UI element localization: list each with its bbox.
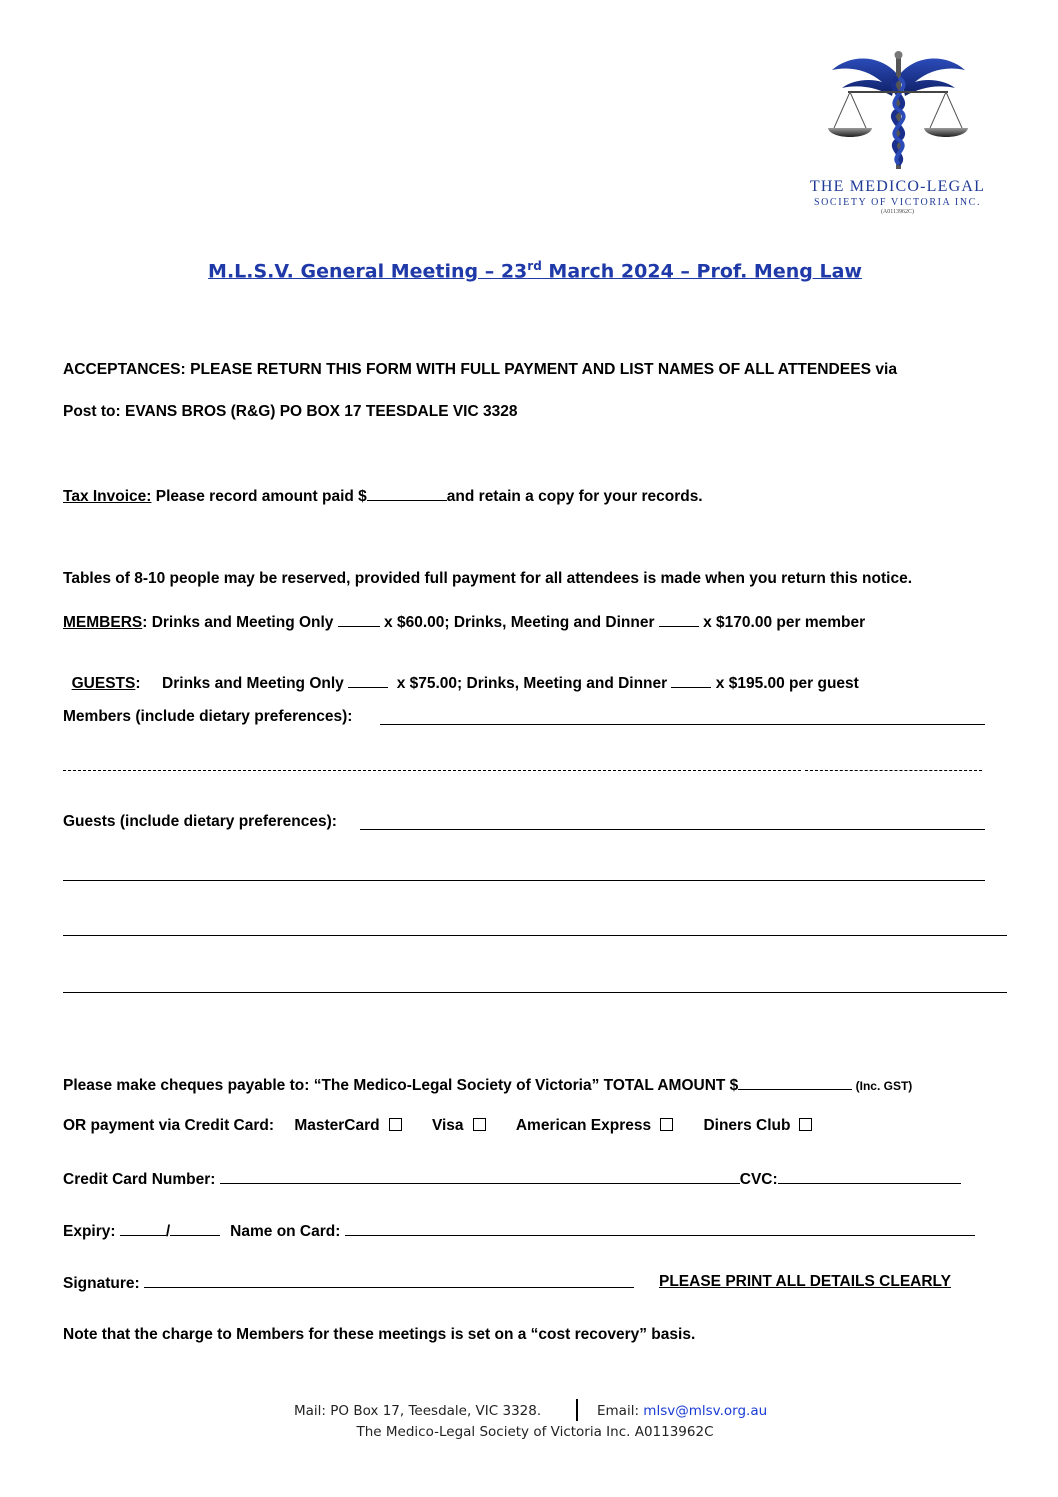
cheques-text: Please make cheques payable to: “The Medico-Legal Society of Victoria” TOTAL AMOUNT $ <box>63 1077 739 1094</box>
card-number-line <box>63 1169 961 1189</box>
guests-dinner-qty-field[interactable] <box>671 673 711 688</box>
acceptances-line1: ACCEPTANCES: PLEASE RETURN THIS FORM WITH FULL PAYMENT AND LIST NAMES OF ALL ATTENDEES via <box>63 361 898 378</box>
option-visa-label: Visa <box>431 1117 464 1134</box>
amex-checkbox[interactable] <box>660 1118 673 1131</box>
cvc-label: CVC: <box>739 1171 778 1188</box>
option-mastercard-label: MasterCard <box>294 1117 380 1134</box>
footer-org-line: The Medico-Legal Society of Victoria Inc. A0113962C <box>356 1424 714 1440</box>
guests-pricing-text1: : Drinks and Meeting Only <box>135 675 349 692</box>
members-names-field[interactable] <box>380 724 985 725</box>
guests-names-field[interactable] <box>360 829 985 830</box>
members-names-field-line2[interactable] <box>63 770 801 771</box>
expiry-label: Expiry: <box>63 1223 120 1240</box>
tax-invoice-label: Tax Invoice: <box>63 488 152 505</box>
members-dinner-qty-field[interactable] <box>659 612 699 627</box>
option-visa[interactable] <box>432 1117 486 1134</box>
footer-mail: Mail: PO Box 17, Teesdale, VIC 3328. <box>294 1403 542 1419</box>
guests-names-field-line4[interactable] <box>63 992 1007 993</box>
members-drinks-qty-field[interactable] <box>338 612 380 627</box>
footer-email-label: Email: <box>597 1403 644 1419</box>
card-number-field[interactable] <box>220 1169 740 1184</box>
members-names-field-line2b[interactable] <box>805 770 982 771</box>
visa-checkbox[interactable] <box>473 1118 486 1131</box>
guests-pricing-label: GUESTS <box>71 675 136 692</box>
mastercard-checkbox[interactable] <box>389 1118 402 1131</box>
cost-recovery-note: Note that the charge to Members for these meetings is set on a “cost recovery” basis. <box>63 1326 696 1343</box>
acceptances-line2: Post to: EVANS BROS (R&G) PO BOX 17 TEESDALE VIC 3328 <box>63 403 518 420</box>
total-amount-field[interactable] <box>738 1075 852 1090</box>
expiry-line <box>63 1221 975 1241</box>
tables-note: Tables of 8-10 people may be reserved, provided full payment for all attendees is made when you return this notice. <box>63 570 912 587</box>
caduceus-scales-logo-icon <box>790 48 1005 178</box>
cheques-line <box>63 1075 912 1095</box>
members-pricing-text2: x $60.00; Drinks, Meeting and Dinner <box>379 614 659 631</box>
option-diners-label: Diners Club <box>703 1117 791 1134</box>
expiry-year-field[interactable] <box>170 1221 220 1236</box>
signature-field[interactable] <box>144 1273 634 1288</box>
guests-drinks-qty-field[interactable] <box>348 673 388 688</box>
title-part2: March 2024 – Prof. Meng Law <box>541 260 862 283</box>
footer-email-line <box>597 1403 767 1419</box>
title-sup: rd <box>527 259 542 273</box>
cvc-field[interactable] <box>778 1169 961 1184</box>
option-mastercard[interactable] <box>294 1117 401 1134</box>
members-pricing-line <box>63 612 865 632</box>
name-on-card-field[interactable] <box>345 1221 975 1236</box>
print-clearly-note: PLEASE PRINT ALL DETAILS CLEARLY <box>659 1273 951 1290</box>
members-pricing-text1: : Drinks and Meeting Only <box>142 614 338 631</box>
option-amex[interactable] <box>516 1117 673 1134</box>
members-pricing-label: MEMBERS <box>63 614 143 631</box>
guests-pricing-line <box>63 655 859 693</box>
logo <box>790 48 1005 218</box>
signature-label: Signature: <box>63 1275 144 1292</box>
tax-invoice-text1: Please record amount paid $ <box>151 488 367 505</box>
members-pricing-text3: x $170.00 per member <box>698 614 866 631</box>
page-title <box>0 259 1058 282</box>
guests-field-label: Guests (include dietary preferences): <box>63 813 337 830</box>
guests-pricing-text2: x $75.00; Drinks, Meeting and Dinner <box>388 675 672 692</box>
logo-line2: SOCIETY OF VICTORIA INC. <box>813 197 982 208</box>
option-diners[interactable] <box>703 1117 812 1134</box>
cheques-gst-suffix: (Inc. GST) <box>852 1079 913 1093</box>
footer-email-link[interactable]: mlsv@mlsv.org.au <box>643 1403 768 1419</box>
logo-line3: (A0113962C) <box>880 209 915 215</box>
members-field-label: Members (include dietary preferences): <box>63 708 353 725</box>
amount-paid-field[interactable] <box>367 486 447 501</box>
name-on-card-label: Name on Card: <box>230 1223 345 1240</box>
guests-names-field-line2[interactable] <box>63 880 985 881</box>
logo-line1: THE MEDICO-LEGAL <box>809 178 986 195</box>
credit-card-label: OR payment via Credit Card: <box>63 1117 275 1134</box>
footer-divider <box>576 1399 578 1421</box>
title-part1: M.L.S.V. General Meeting – 23 <box>208 260 528 283</box>
option-amex-label: American Express <box>515 1117 652 1134</box>
diners-checkbox[interactable] <box>799 1118 812 1131</box>
expiry-month-field[interactable] <box>120 1221 166 1236</box>
tax-invoice-line <box>63 486 703 506</box>
card-number-label: Credit Card Number: <box>63 1171 220 1188</box>
signature-line <box>63 1273 634 1293</box>
credit-card-line <box>63 1117 812 1135</box>
expiry-separator: / <box>165 1223 171 1240</box>
guests-pricing-text3: x $195.00 per guest <box>711 675 859 692</box>
tax-invoice-text2: and retain a copy for your records. <box>446 488 703 505</box>
guests-names-field-line3[interactable] <box>63 935 1007 936</box>
